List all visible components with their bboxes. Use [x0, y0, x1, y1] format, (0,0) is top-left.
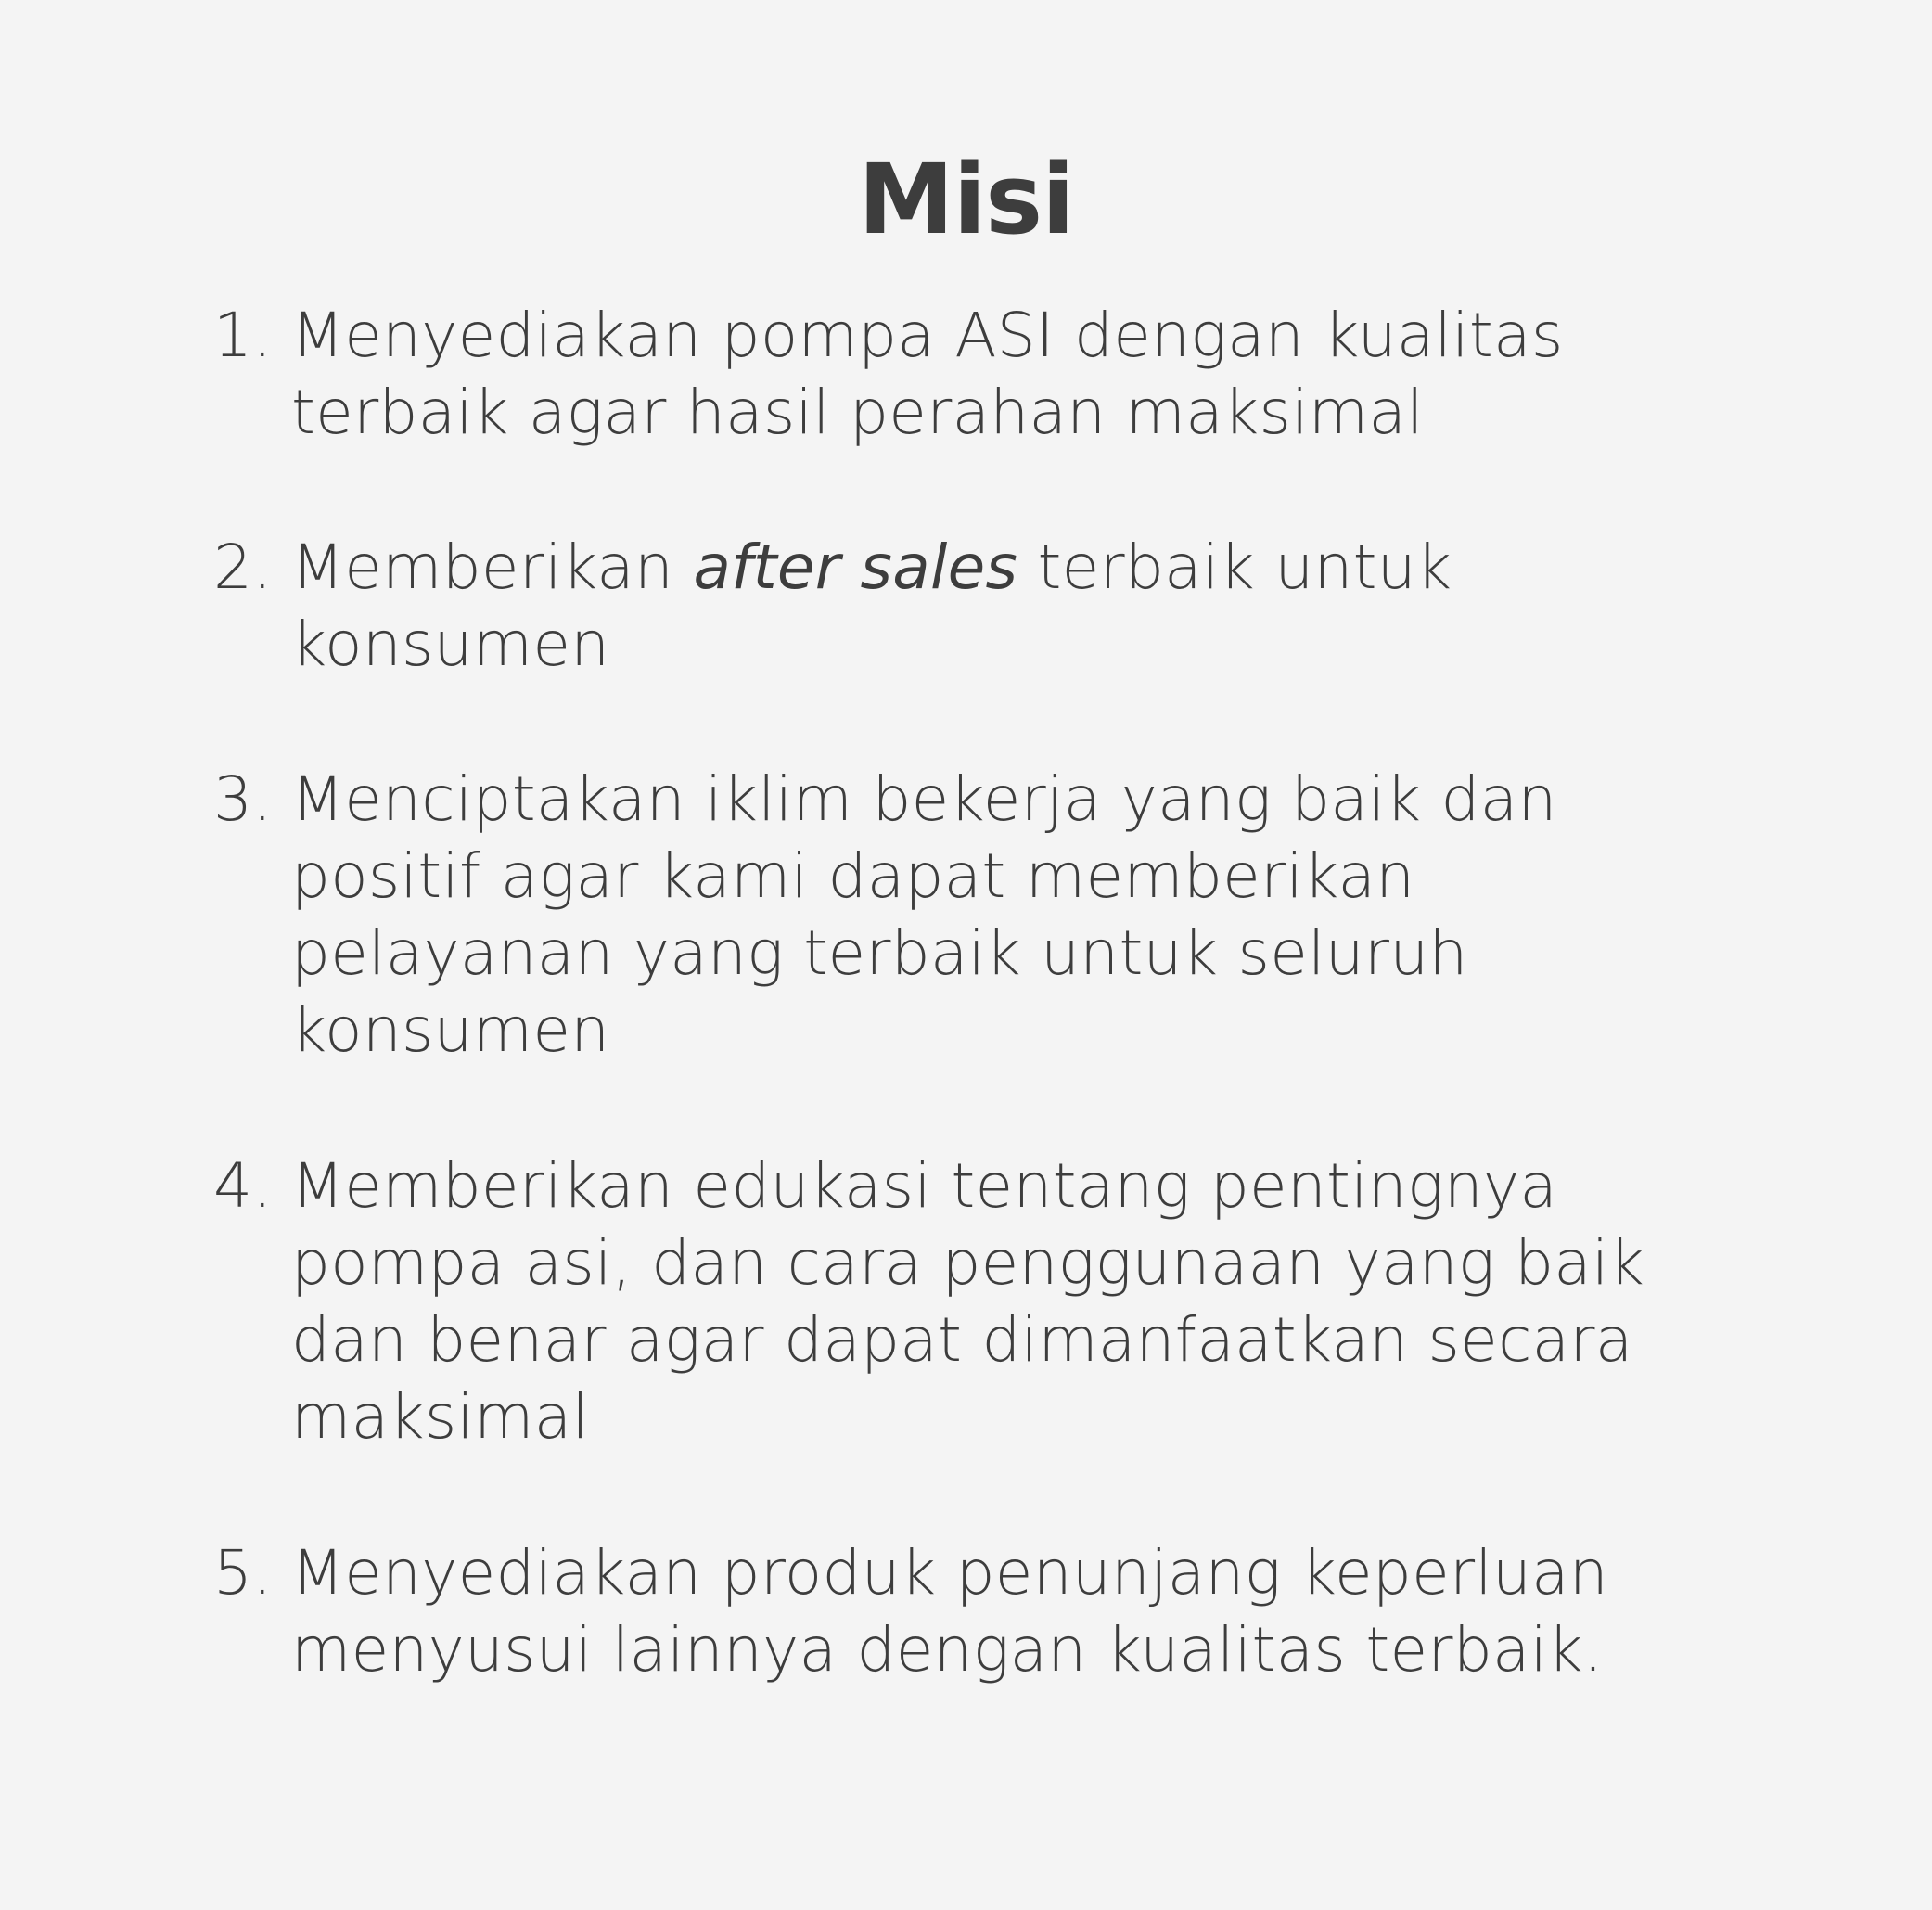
list-item-number: 1.: [213, 300, 273, 371]
list-item: [213, 297, 1753, 451]
list-item: [213, 1147, 1753, 1455]
list-item-text: Menyediakan produk penunjang keperluan menyusui lainnya dengan kualitas terbaik.: [291, 1537, 1609, 1686]
list-item: [213, 761, 1753, 1069]
list-item-text: Memberikan edukasi tentang pentingnya pompa asi, dan cara penggunaan yang baik dan benar agar dapat dimanfaatkan secara maksimal: [291, 1150, 1645, 1453]
list-item: [213, 1534, 1753, 1688]
page-title: Misi: [858, 143, 1074, 256]
list-item-text: Menyediakan pompa ASI dengan kualitas terbaik agar hasil perahan maksimal: [291, 300, 1564, 448]
list-item-number: 2.: [213, 532, 273, 603]
list-item-text-italic: after sales: [693, 532, 1018, 603]
list-item-text: [291, 529, 1738, 683]
list-item-text-start: Memberikan: [291, 532, 694, 603]
list-item-number: 3.: [213, 763, 273, 835]
list-item-text-end: terbaik untuk konsumen: [291, 532, 1452, 680]
list-item-number: 5.: [213, 1537, 273, 1609]
list-item-text: Menciptakan iklim bekerja yang baik dan positif agar kami dapat memberikan pelayanan yang terbaik untuk seluruh konsumen: [291, 763, 1557, 1066]
list-item: [213, 529, 1753, 683]
list-item-number: 4.: [213, 1150, 273, 1222]
